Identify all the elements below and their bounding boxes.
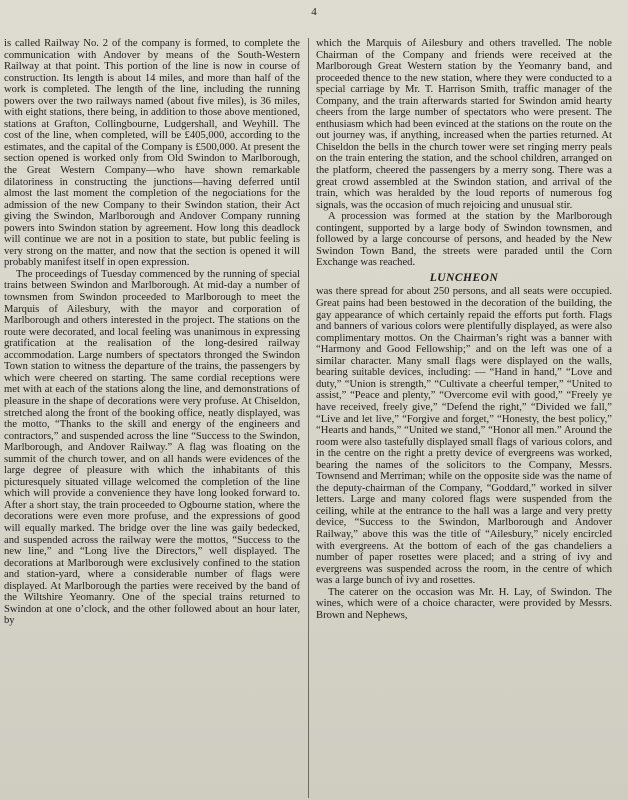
right-column [316, 38, 612, 798]
section-heading: LUNCHEON [429, 271, 499, 284]
paragraph: which the Marquis of Ailesbury and others travelled. The noble Chairman of the Company and friends were received at the Marlborough Great Western station by the Yeomanry band, and proceeded thence to the new station, where they were conducted to a special carriage by Mr. T. Harrison Smith, traffic manager of the Company, and the train afterwards started for Swindon amid hearty cheers from the large number of spectators who were present. The enthusiasm which had been evinced at the stations on the route on the out journey was, if anything, increased when the parties returned. At Chiseldon the bells in the church tower were set ringing merry peals on the train entering the station, and the school children, arranged on the platform, cheered the passengers by a merry song. There was a great crowd assembled at the Swindon station, and arrival of the train, which was heralded by the loud reports of numerous fog signals, was the occasion of much rejoicing and unusual stir. [316, 38, 612, 211]
page-number: 4 [311, 6, 317, 18]
paragraph: A procession was formed at the station by the Marlborough contingent, supported by a large body of Swindon townsmen, and followed by a large concourse of persons, and headed by the New Swindon Town Band, the streets were paraded until the Corn Exchange was reached. [316, 211, 612, 269]
paragraph: The caterer on the occasion was Mr. H. Lay, of Swindon. The wines, which were of a choice character, were provided by Messrs. Brown and Nephews, [316, 586, 612, 621]
column-divider [308, 38, 309, 798]
paragraph: was there spread for about 250 persons, and all seats were occupied. Great pains had been bestowed in the decoration of the building, the gay appearance of which certainly repaid the efforts put forth. Flags and banners of various colors were plentifully displayed, as were also complimentary mottos. On the Chairman’s right was a banner with “Harmony and Good Fellowship;” and on the left was one of a similar character. Many small flags were displayed on the walls, bearing suitable devices, including: — “Hand in hand,” “Love and duty,” “Union is strength,” “Cultivate a cheerful temper,” “United to assist,” “Peace and plenty,” “Overcome evil with good,” “Freely ye have received, freely give,” “Defend the right,” “Divided we fall,” “Live and let live,” “Forgive and forget,” “Honesty, the best policy,” “Hearts and hands,” “United we stand,” “Honor all men.” Around the room were also tastefully displayed small flags of various colors, and in the centre on the right a pretty device of evergreens was worked, bearing the names of the solicitors to the Company, Messrs. Townsend and Merriman; while on the opposite side was the name of the deputy-chairman of the Company, “Goddard,” worked in silver letters. Large and many colored flags were suspended from the ceiling, while at the entrance to the hall was a large and very pretty device, “Success to the Swindon, Marlborough and Andover Railway,” above this was the title of “Ailesbury,” nicely encircled with evergreens. At the bottom of each of the gas chandeliers a number of paper rosettes were placed; and a string of ivy and evergreens was suspended across the room, in the centre of which was a large bunch of ivy and rosettes. [316, 286, 612, 587]
paragraph: The proceedings of Tuesday commenced by the running of special trains between Swindon and Marlborough. At mid-day a number of townsmen from Swindon proceeded to Marlborough to meet the Marquis of Ailesbury, with the mayor and corporation of Marlborough and others interested in the project. The stations on the route were decorated, and local feeling was unanimous in expressing gratification at the realisation of the long-desired railway accommodation. Large numbers of spectators thronged the Swindon Town station to witness the departure of the trains, the passengers by which were cheered on starting. The same cordial receptions were met with at each of the stations along the line, and demonstrations of pleasure in the shape of decorations were very profuse. At Chiseldon, stretched along the front of the booking office, neatly displayed, was the motto, “Thanks to the skill and energy of the engineers and contractors,” and suspended across the line “Success to the Swindon, Marlborough, and Andover Railway.” A flag was floating on the summit of the church tower, and on all hands were evidences of the large degree of pleasure with which the inhabitants of this picturesquely situated village welcomed the completion of the line which will provide a convenience they have long looked forward to. After a short stay, the train proceeded to Ogbourne station, where the decorations were even more profuse, and the expressions of good will equally marked. The bridge over the line was gaily bedecked, and suspended across the railway were the mottos, “Success to the new line,” and “Long live the Directors,” well displayed. The decorations at Marlborough were exclusively confined to the station and station-yard, where a considerable number of flags were displayed. At Marlborough the parties were received by the band of the Wiltshire Yeomanry. One of the special trains returned to Swindon at one o’clock, and the other followed about an hour later, by [4, 268, 300, 627]
paragraph: is called Railway No. 2 of the company is formed, to complete the communication with Andover by means of the South-Western Railway at that point. This portion of the line is now in course of construction. Its length is about 14 miles, and more than half of the work is completed. The length of the line, including the running powers over the two railways named (about five miles), is 36 miles, with eight stations, there being, in addition to those above mentioned, stations at Grafton, Collingbourne, Ludgershall, and Weyhill. The cost of the line, when completed, will be £405,000, according to the estimates, and the capital of the Company is £500,000. At present the section opened is worked only from Old Swindon to Marlborough, the Great Western Company—who have shown remarkable dilatoriness in constructing the junctions—having deferred until almost the last moment the completion of the negociations for the admission of the new Company to their Swindon station, their Act giving the Swindon, Marlborough and Andover Company running powers into Swindon station by agreement. How long this deadlock will continue we are not in a position to state, but public feeling is very strong on the matter, and now that the section is opened it will probably manifest itself in open expression. [4, 38, 300, 269]
left-column [4, 38, 300, 798]
